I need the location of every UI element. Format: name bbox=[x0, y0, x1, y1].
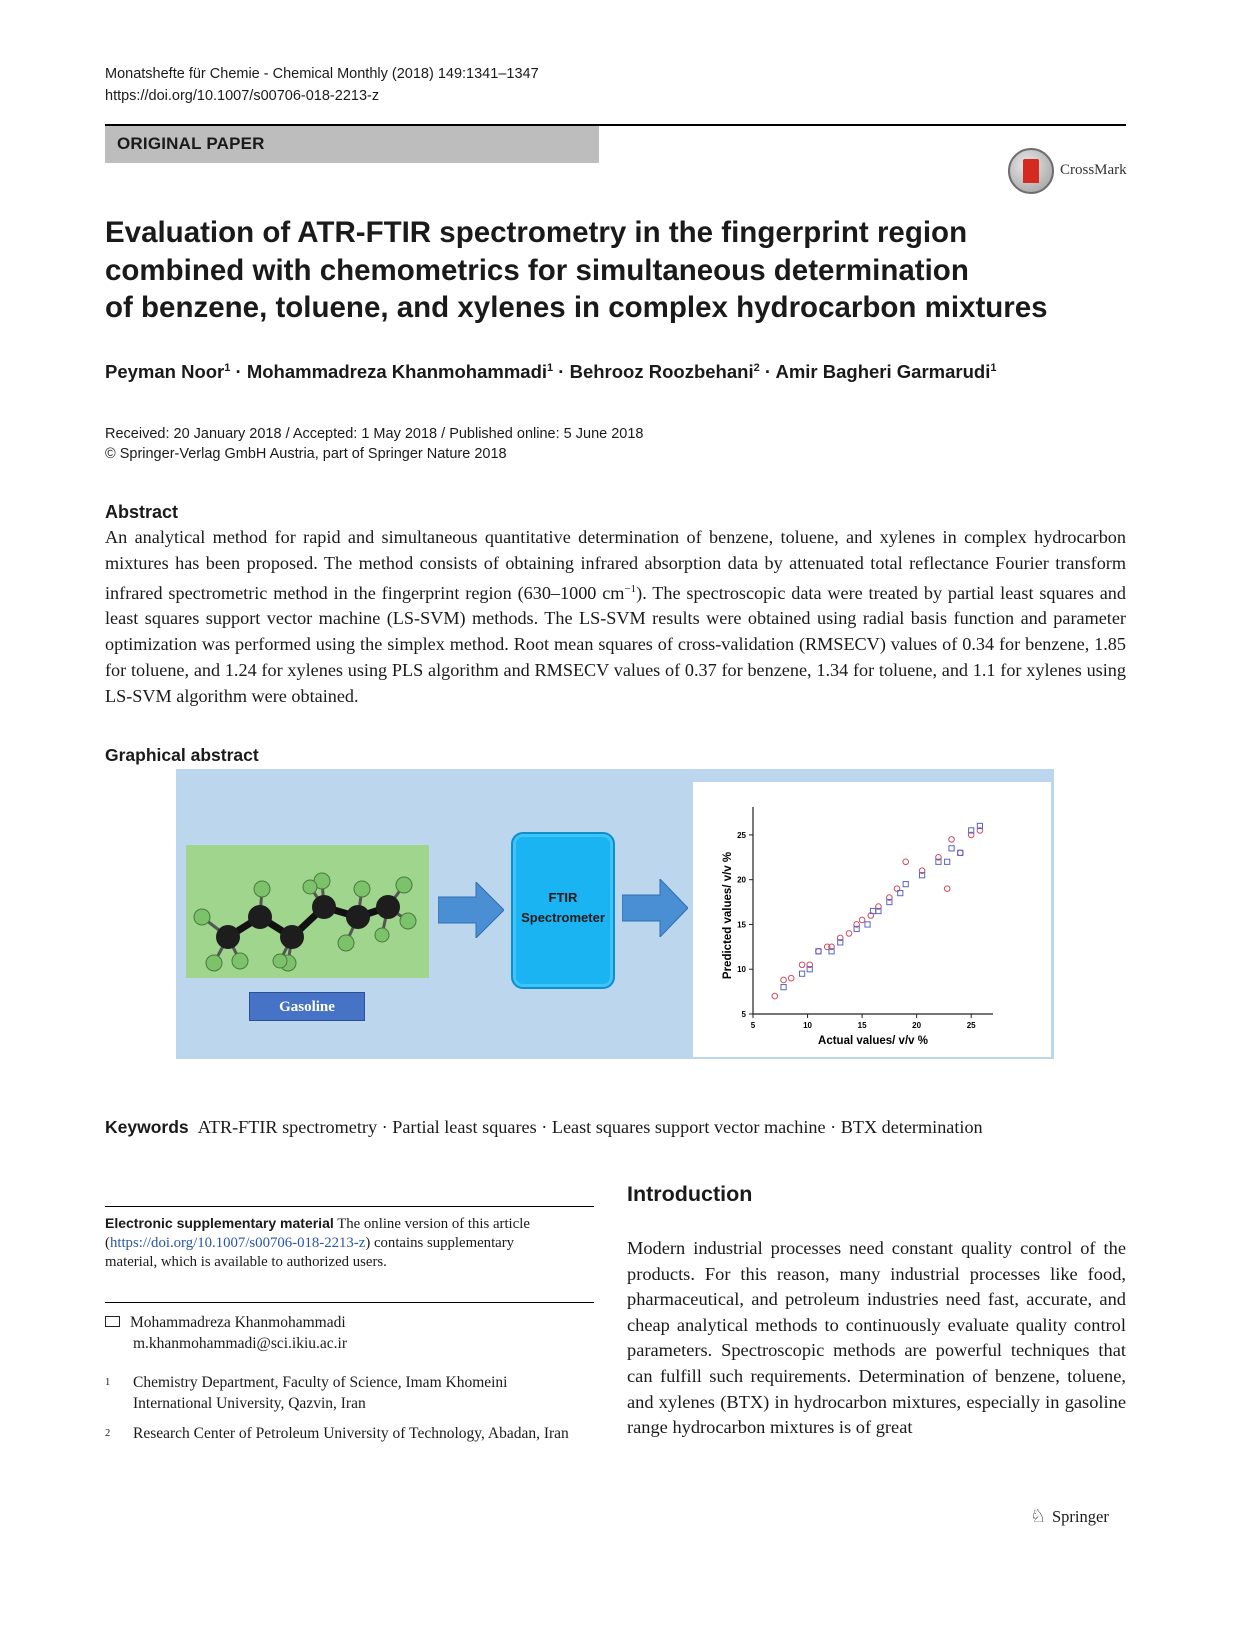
x-tick-label: 10 bbox=[803, 1021, 812, 1030]
data-point-circle bbox=[903, 859, 909, 865]
introduction-body: Modern industrial processes need constant quality control of the products. For this reason, many industrial processes like food, pharmaceutical, and petroleum industries need fast, accurate, and cheap analytical methods to continuously evaluate quality control parameters. Spectroscopic methods are powerful techniques that can fulfill such requirements. Determination of benzene, toluene, and xylenes (BTX) in hydrocarbon mixtures, especially in gasoline range hydrocarbon mixtures is of great bbox=[627, 1238, 1126, 1438]
spectrometer-label: Spectrometer bbox=[521, 910, 605, 925]
copyright-line: © Springer-Verlag GmbH Austria, part of Springer Nature 2018 bbox=[105, 446, 507, 462]
author-name[interactable]: Mohammadreza Khanmohammadi bbox=[246, 361, 548, 382]
title-line: of benzene, toluene, and xylenes in complex hydrocarbon mixtures bbox=[105, 291, 1048, 324]
section-label: ORIGINAL PAPER bbox=[105, 126, 599, 163]
journal-citation: Monatshefte für Chemie - Chemical Monthly (2018) 149:1341–1347 bbox=[105, 66, 539, 82]
crossmark-badge[interactable] bbox=[1008, 148, 1128, 196]
keywords: Keywords ATR-FTIR spectrometry · Partial least squares · Least squares support vector machine · BTX determination bbox=[105, 1117, 983, 1137]
springer-horse-icon: ♘ bbox=[1030, 1506, 1047, 1526]
graphical-abstract bbox=[176, 769, 1054, 1059]
keywords-label: Keywords bbox=[105, 1117, 189, 1137]
author-name[interactable]: Peyman Noor bbox=[105, 361, 225, 382]
x-axis-label: Actual values/ v/v % bbox=[818, 1035, 928, 1047]
y-tick-label: 25 bbox=[737, 830, 746, 840]
title-line: combined with chemometrics for simultaneous determination bbox=[105, 253, 969, 287]
esm-label: Electronic supplementary material bbox=[105, 1215, 334, 1231]
abstract-superscript: −1 bbox=[624, 582, 637, 595]
data-point-circle bbox=[944, 886, 950, 892]
esm-text: ) contains supplementary material, which is available to authorized users. bbox=[105, 1235, 515, 1271]
gasoline-label: Gasoline bbox=[249, 992, 365, 1021]
scatter-plot bbox=[693, 782, 1051, 1057]
molecule-image bbox=[186, 845, 429, 978]
ftir-label: FTIR bbox=[548, 890, 578, 905]
data-point-square bbox=[949, 846, 954, 851]
data-point-circle bbox=[781, 977, 787, 983]
affiliation-number: 1 bbox=[105, 1377, 111, 1388]
springer-logo bbox=[1030, 1505, 1130, 1529]
crossmark-label: CrossMark bbox=[1060, 162, 1127, 178]
crossmark-icon bbox=[1008, 148, 1054, 194]
abstract-text-part: ). The spectroscopic data were treated by partial least squares and least squares support vector machine (LS-SVM) methods. The LS-SVM results were obtained using radial basis function and parameter optimization was performed using the simplex method. Root mean squares of cross-validation (RMSECV) values of 0.34 for benzene, 1.85 for toluene, and 1.24 for xylenes using PLS algorithm and RMSECV values of 0.37 for benzene, 1.34 for toluene, and 1.1 for xylenes using LS-SVM algorithm were obtained. bbox=[105, 582, 1126, 706]
esm-doi-link[interactable]: https://doi.org/10.1007/s00706-018-2213-z bbox=[109, 1235, 366, 1252]
keyword-item: ATR-FTIR spectrometry bbox=[197, 1117, 378, 1137]
footnote-rule bbox=[105, 1206, 594, 1207]
molecule-model-icon bbox=[186, 845, 429, 978]
scatter-plot-panel bbox=[693, 782, 1051, 1057]
introduction-heading: Introduction bbox=[627, 1182, 753, 1206]
x-tick-label: 15 bbox=[857, 1021, 867, 1030]
doi-link[interactable]: https://doi.org/10.1007/s00706-018-2213-z bbox=[105, 88, 380, 104]
data-point-circle bbox=[957, 850, 963, 856]
data-point-circle bbox=[816, 949, 822, 955]
affiliation bbox=[105, 1424, 585, 1466]
author-name[interactable]: Behrooz Roozbehani bbox=[569, 361, 754, 382]
footnote-rule bbox=[105, 1302, 594, 1303]
data-point-square bbox=[799, 971, 804, 976]
supplementary-note bbox=[105, 1214, 545, 1273]
abstract-body bbox=[105, 525, 1126, 710]
author-affiliation-mark: 1 bbox=[224, 361, 231, 374]
right-arrow-icon bbox=[438, 882, 504, 938]
y-axis-label: Predicted values/ v/v % bbox=[722, 851, 734, 980]
y-tick-label: 15 bbox=[737, 920, 746, 930]
affiliation-text: Research Center of Petroleum University of Technology, Abadan, Iran bbox=[133, 1425, 569, 1442]
title-line: Evaluation of ATR-FTIR spectrometry in the fingerprint region bbox=[105, 216, 968, 249]
data-point-circle bbox=[788, 975, 794, 981]
paper-title bbox=[105, 214, 1105, 327]
corresponding-name: Mohammadreza Khanmohammadi bbox=[130, 1314, 346, 1331]
keyword-item: Partial least squares bbox=[392, 1117, 537, 1137]
author-affiliation-mark: 1 bbox=[547, 361, 554, 374]
publisher-name: Springer bbox=[1052, 1507, 1109, 1526]
y-tick-label: 5 bbox=[741, 1010, 746, 1019]
data-point-square bbox=[865, 922, 870, 927]
graphical-abstract-heading: Graphical abstract bbox=[105, 745, 259, 765]
y-tick-label: 10 bbox=[737, 965, 746, 975]
author-affiliation-mark: 1 bbox=[990, 361, 997, 374]
x-tick-label: 25 bbox=[966, 1021, 976, 1030]
author-name[interactable]: Amir Bagheri Garmarudi bbox=[775, 361, 991, 382]
keyword-item: BTX determination bbox=[840, 1117, 983, 1137]
affiliation-number: 2 bbox=[105, 1428, 111, 1439]
ftir-spectrometer-box bbox=[511, 832, 615, 989]
data-point-square bbox=[903, 882, 908, 887]
data-point-square bbox=[781, 985, 786, 990]
x-tick-label: 20 bbox=[912, 1021, 922, 1030]
abstract-heading: Abstract bbox=[105, 502, 179, 522]
dates-line: Received: 20 January 2018 / Accepted: 1 May 2018 / Published online: 5 June 2018 bbox=[105, 426, 644, 442]
data-point-square bbox=[945, 859, 950, 864]
envelope-icon bbox=[105, 1316, 120, 1327]
data-point-circle bbox=[949, 837, 955, 843]
author-affiliation-mark: 2 bbox=[753, 361, 760, 374]
data-point-circle bbox=[772, 993, 778, 999]
affiliation-text: Chemistry Department, Faculty of Science, Imam Khomeini International University, Qazvin, Iran bbox=[133, 1374, 508, 1412]
corresponding-author bbox=[105, 1313, 575, 1354]
esm-text: The online version of this article ( bbox=[105, 1216, 530, 1252]
data-point-circle bbox=[846, 931, 852, 937]
keyword-item: Least squares support vector machine bbox=[551, 1117, 826, 1137]
y-tick-label: 20 bbox=[737, 875, 746, 885]
data-point-circle bbox=[799, 962, 805, 968]
affiliation bbox=[105, 1373, 585, 1415]
author-list: Peyman Noor$^1$ · Mohammadreza Khanmohammadi$^1$ · Behrooz Roozbehani$^2$ · Amir Bagheri Garmarudi$^1$ bbox=[105, 361, 997, 382]
publication-dates bbox=[105, 424, 643, 464]
right-arrow-icon bbox=[622, 879, 688, 937]
corresponding-email[interactable]: m.khanmohammadi@sci.ikiu.ac.ir bbox=[133, 1334, 348, 1352]
abstract-text-part: An analytical method for rapid and simultaneous quantitative determination of benzene, toluene, and xylenes in complex hydrocarbon mixtures has been proposed. The method consists of obtaining infrared absorption data by attenuated total reflectance Fourier transform infrared spectrometric method in the fingerprint region (630–1000 cm bbox=[105, 527, 1126, 603]
data-point-circle bbox=[859, 917, 865, 923]
x-tick-label: 5 bbox=[750, 1021, 756, 1030]
